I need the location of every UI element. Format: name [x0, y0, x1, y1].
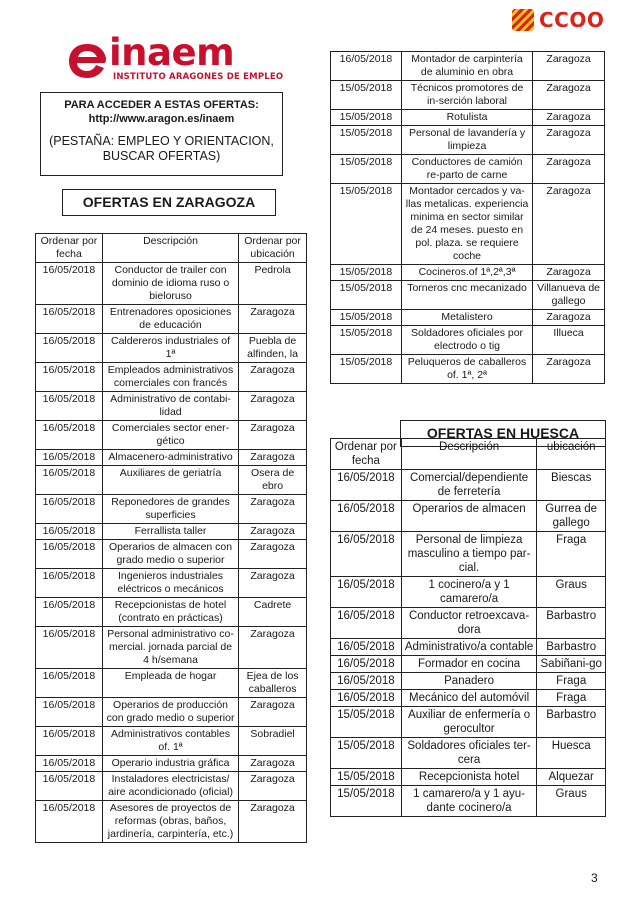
- table-row: [331, 281, 605, 310]
- table-row: [331, 355, 605, 384]
- offer-location: Zaragoza: [533, 81, 605, 110]
- offer-location: Zaragoza: [239, 698, 307, 727]
- offer-location: Gurrea de gallego: [537, 501, 606, 532]
- offer-location: Zaragoza: [239, 363, 307, 392]
- offer-date: 15/05/2018: [331, 265, 402, 281]
- offer-date: 16/05/2018: [36, 540, 103, 569]
- table-row: [331, 126, 605, 155]
- offer-location: Zaragoza: [239, 392, 307, 421]
- table-row: [331, 155, 605, 184]
- offer-description[interactable]: Panadero: [401, 673, 537, 690]
- offer-description[interactable]: Entrenadores oposiciones de educación: [102, 305, 238, 334]
- offer-location: Illueca: [533, 326, 605, 355]
- table-row: [36, 698, 307, 727]
- offer-description[interactable]: Montador de carpintería de aluminio en obra: [401, 52, 532, 81]
- offer-description[interactable]: Operarios de almacen: [401, 501, 537, 532]
- offer-description[interactable]: Recepcionista hotel: [401, 769, 537, 786]
- offer-location: Sobradiel: [239, 727, 307, 756]
- offer-location: Zaragoza: [533, 310, 605, 326]
- col-header-location[interactable]: ubicación: [537, 439, 606, 470]
- offer-date: 16/05/2018: [331, 52, 402, 81]
- table-row: [36, 334, 307, 363]
- offer-location: Graus: [537, 786, 606, 817]
- zaragoza-offers-table-continued: [330, 51, 605, 384]
- offer-description[interactable]: Empleada de hogar: [102, 669, 238, 698]
- offer-description[interactable]: Administrativos contables of. 1ª: [102, 727, 238, 756]
- offer-description[interactable]: Auxiliares de geriatría: [102, 466, 238, 495]
- offer-description[interactable]: Mecánico del automóvil: [401, 690, 537, 707]
- offer-date: 16/05/2018: [331, 656, 402, 673]
- offer-date: 16/05/2018: [36, 421, 103, 450]
- offer-description[interactable]: 1 camarero/a y 1 ayu-dante cocinero/a: [401, 786, 537, 817]
- offer-description[interactable]: Recepcionistas de hotel (contrato en prácticas): [102, 598, 238, 627]
- offer-location: Zaragoza: [239, 421, 307, 450]
- access-info-box: [40, 92, 283, 176]
- offer-description[interactable]: Conductor retroexcava-dora: [401, 608, 537, 639]
- access-info-url[interactable]: http://www.aragon.es/inaem: [88, 113, 235, 125]
- offer-location: Zaragoza: [239, 305, 307, 334]
- offer-location: Barbastro: [537, 608, 606, 639]
- table-row: [36, 495, 307, 524]
- table-row: [36, 801, 307, 843]
- table-row: [331, 577, 606, 608]
- table-row: [36, 305, 307, 334]
- offer-location: Zaragoza: [239, 627, 307, 669]
- offer-description[interactable]: Caldereros industriales of 1ª: [102, 334, 238, 363]
- table-row: [36, 756, 307, 772]
- offer-location: Alquezar: [537, 769, 606, 786]
- offer-description[interactable]: 1 cocinero/a y 1 camarero/a: [401, 577, 537, 608]
- offer-description[interactable]: Ferrallista taller: [102, 524, 238, 540]
- inaem-logo-word: inaem: [109, 31, 235, 74]
- offer-description[interactable]: Instaladores electricistas/ aire acondicionado (oficial): [102, 772, 238, 801]
- table-row: [36, 540, 307, 569]
- offer-date: 16/05/2018: [36, 263, 103, 305]
- offer-date: 16/05/2018: [36, 495, 103, 524]
- offer-description[interactable]: Rotulista: [401, 110, 532, 126]
- table-row: [331, 265, 605, 281]
- offer-date: 15/05/2018: [331, 184, 402, 265]
- offer-description[interactable]: Personal administrativo co-mercial. jornada parcial de 4 h/semana: [102, 627, 238, 669]
- offer-location: Zaragoza: [533, 355, 605, 384]
- offer-date: 15/05/2018: [331, 707, 402, 738]
- offer-date: 16/05/2018: [36, 524, 103, 540]
- col-header-location[interactable]: Ordenar por ubicación: [239, 234, 307, 263]
- offer-description[interactable]: Torneros cnc mecanizado: [401, 281, 532, 310]
- table-row: [36, 466, 307, 495]
- table-row: [36, 263, 307, 305]
- offer-date: 15/05/2018: [331, 110, 402, 126]
- offer-description[interactable]: Conductor de trailer con dominio de idioma ruso o bieloruso: [102, 263, 238, 305]
- offer-date: 15/05/2018: [331, 81, 402, 110]
- col-header-description: Descripción: [102, 234, 238, 263]
- offer-location: Zaragoza: [239, 756, 307, 772]
- offer-date: 16/05/2018: [331, 532, 402, 577]
- offer-location: Cadrete: [239, 598, 307, 627]
- offer-description[interactable]: Operario industria gráfica: [102, 756, 238, 772]
- table-row: [331, 656, 606, 673]
- offer-date: 16/05/2018: [331, 690, 402, 707]
- table-row: [331, 738, 606, 769]
- table-row: [331, 673, 606, 690]
- offer-description[interactable]: Conductores de camión re-parto de carne: [401, 155, 532, 184]
- offer-location: Barbastro: [537, 707, 606, 738]
- table-row: [331, 81, 605, 110]
- offer-description[interactable]: Soldadores oficiales por electrodo o tig: [401, 326, 532, 355]
- offer-date: 16/05/2018: [36, 363, 103, 392]
- offer-location: Fraga: [537, 673, 606, 690]
- table-row: [331, 769, 606, 786]
- offer-location: Zaragoza: [239, 495, 307, 524]
- table-row: [36, 627, 307, 669]
- offer-date: 15/05/2018: [331, 355, 402, 384]
- table-row: [331, 110, 605, 126]
- table-row: [36, 569, 307, 598]
- offer-date: 16/05/2018: [36, 450, 103, 466]
- offer-description[interactable]: Ingenieros industriales eléctricos o mecánicos: [102, 569, 238, 598]
- table-row: [331, 52, 605, 81]
- offer-location: Zaragoza: [239, 801, 307, 843]
- offer-location: Zaragoza: [239, 524, 307, 540]
- offer-description[interactable]: Técnicos promotores de in-serción laboral: [401, 81, 532, 110]
- table-row: [331, 786, 606, 817]
- table-row: [331, 470, 606, 501]
- offer-description[interactable]: Empleados administrativos comerciales con francés: [102, 363, 238, 392]
- table-row: [36, 392, 307, 421]
- offer-location: Barbastro: [537, 639, 606, 656]
- offer-date: 16/05/2018: [36, 727, 103, 756]
- offer-description[interactable]: Operarios de almacen con grado medio o superior: [102, 540, 238, 569]
- offer-date: 16/05/2018: [36, 772, 103, 801]
- offer-date: 16/05/2018: [36, 569, 103, 598]
- table-row: [331, 707, 606, 738]
- table-row: [331, 184, 605, 265]
- aragon-flag-icon: [512, 9, 534, 31]
- offer-date: 15/05/2018: [331, 310, 402, 326]
- offer-description[interactable]: Comerciales sector ener-gético: [102, 421, 238, 450]
- offer-description[interactable]: Soldadores oficiales ter-cera: [401, 738, 537, 769]
- access-info-title: PARA ACCEDER A ESTAS OFERTAS:: [64, 99, 259, 111]
- offer-description[interactable]: Asesores de proyectos de reformas (obras, baños, jardinería, carpintería, etc.): [102, 801, 238, 843]
- offer-location: Zaragoza: [533, 155, 605, 184]
- col-header-description: Descripción: [401, 439, 537, 470]
- offer-date: 16/05/2018: [36, 698, 103, 727]
- offer-location: Zaragoza: [239, 540, 307, 569]
- col-header-date[interactable]: Ordenar por fecha: [36, 234, 103, 263]
- offer-location: Ejea de los caballeros: [239, 669, 307, 698]
- inaem-e-icon: [66, 41, 108, 81]
- inaem-logo: [66, 31, 296, 84]
- offer-description[interactable]: Administrativo/a contable: [401, 639, 537, 656]
- offer-date: 15/05/2018: [331, 786, 402, 817]
- offer-location: Huesca: [537, 738, 606, 769]
- offer-date: 16/05/2018: [36, 392, 103, 421]
- offer-location: Fraga: [537, 532, 606, 577]
- offer-location: Zaragoza: [239, 569, 307, 598]
- zaragoza-heading: OFERTAS EN ZARAGOZA: [62, 189, 276, 216]
- inaem-logo-subtitle: INSTITUTO ARAGONES DE EMPLEO: [113, 72, 284, 82]
- offer-description[interactable]: Operarios de producción con grado medio o superior: [102, 698, 238, 727]
- offer-description[interactable]: Reponedores de grandes superficies: [102, 495, 238, 524]
- offer-location: Puebla de alfinden, la: [239, 334, 307, 363]
- offer-date: 16/05/2018: [36, 669, 103, 698]
- ccoo-logo: [512, 7, 620, 32]
- table-row: [36, 598, 307, 627]
- offer-location: Zaragoza: [533, 265, 605, 281]
- offer-date: 16/05/2018: [36, 598, 103, 627]
- offer-description[interactable]: Personal de lavandería y limpieza: [401, 126, 532, 155]
- table-row: [331, 326, 605, 355]
- offer-description[interactable]: Cocineros.of 1ª,2ª,3ª: [401, 265, 532, 281]
- huesca-offers-table: [330, 438, 606, 817]
- table-row: [331, 608, 606, 639]
- huesca-heading: OFERTAS EN HUESCA: [400, 420, 606, 447]
- offer-date: 16/05/2018: [36, 334, 103, 363]
- table-header-row: [331, 439, 606, 470]
- offer-description[interactable]: Auxiliar de enfermería o gerocultor: [401, 707, 537, 738]
- table-row: [331, 532, 606, 577]
- offer-description[interactable]: Formador en cocina: [401, 656, 537, 673]
- offer-date: 15/05/2018: [331, 281, 402, 310]
- offer-location: Zaragoza: [239, 450, 307, 466]
- table-row: [331, 639, 606, 656]
- offer-description[interactable]: Administrativo de contabi-lidad: [102, 392, 238, 421]
- offer-location: Zaragoza: [533, 184, 605, 265]
- table-row: [331, 310, 605, 326]
- offer-date: 15/05/2018: [331, 126, 402, 155]
- offer-date: 15/05/2018: [331, 738, 402, 769]
- page-number: 3: [591, 871, 598, 885]
- offer-date: 16/05/2018: [36, 801, 103, 843]
- offer-date: 16/05/2018: [36, 305, 103, 334]
- zaragoza-offers-table: [35, 233, 307, 843]
- offer-location: Osera de ebro: [239, 466, 307, 495]
- offer-location: Sabiñani-go: [537, 656, 606, 673]
- offer-location: Fraga: [537, 690, 606, 707]
- offer-location: Zaragoza: [533, 126, 605, 155]
- offer-location: Biescas: [537, 470, 606, 501]
- table-row: [331, 690, 606, 707]
- ccoo-logo-text: CCOO: [539, 7, 605, 32]
- offer-location: Zaragoza: [533, 110, 605, 126]
- offer-date: 16/05/2018: [36, 466, 103, 495]
- offer-location: Zaragoza: [239, 772, 307, 801]
- offer-location: Graus: [537, 577, 606, 608]
- offer-date: 16/05/2018: [36, 627, 103, 669]
- table-row: [36, 363, 307, 392]
- table-row: [331, 501, 606, 532]
- offer-date: 16/05/2018: [36, 756, 103, 772]
- offer-date: 15/05/2018: [331, 769, 402, 786]
- offer-description[interactable]: Comercial/dependiente de ferretería: [401, 470, 537, 501]
- offer-location: Zaragoza: [533, 52, 605, 81]
- table-row: [36, 727, 307, 756]
- offer-date: 16/05/2018: [331, 608, 402, 639]
- table-row: [36, 421, 307, 450]
- offer-date: 16/05/2018: [331, 673, 402, 690]
- offer-description[interactable]: Almacenero-administrativo: [102, 450, 238, 466]
- offer-date: 16/05/2018: [331, 577, 402, 608]
- offer-description[interactable]: Montador cercados y va-llas metalicas. experiencia minima en sector similar de 24 meses. puesto en pol. plaza. se requiere coche: [401, 184, 532, 265]
- offer-location: Villanueva de gallego: [533, 281, 605, 310]
- table-row: [36, 669, 307, 698]
- offer-date: 15/05/2018: [331, 155, 402, 184]
- offer-description[interactable]: Personal de limpieza masculino a tiempo par-cial.: [401, 532, 537, 577]
- offer-date: 16/05/2018: [331, 501, 402, 532]
- offer-location: Pedrola: [239, 263, 307, 305]
- offer-description[interactable]: Peluqueros de caballeros of. 1ª, 2ª: [401, 355, 532, 384]
- table-row: [36, 524, 307, 540]
- offer-description[interactable]: Metalistero: [401, 310, 532, 326]
- table-row: [36, 450, 307, 466]
- table-header-row: [36, 234, 307, 263]
- col-header-date[interactable]: Ordenar por fecha: [331, 439, 402, 470]
- offer-date: 16/05/2018: [331, 470, 402, 501]
- table-row: [36, 772, 307, 801]
- access-info-instructions: (PESTAÑA: EMPLEO Y ORIENTACION, BUSCAR OFERTAS): [49, 134, 274, 163]
- offer-date: 15/05/2018: [331, 326, 402, 355]
- offer-date: 16/05/2018: [331, 639, 402, 656]
